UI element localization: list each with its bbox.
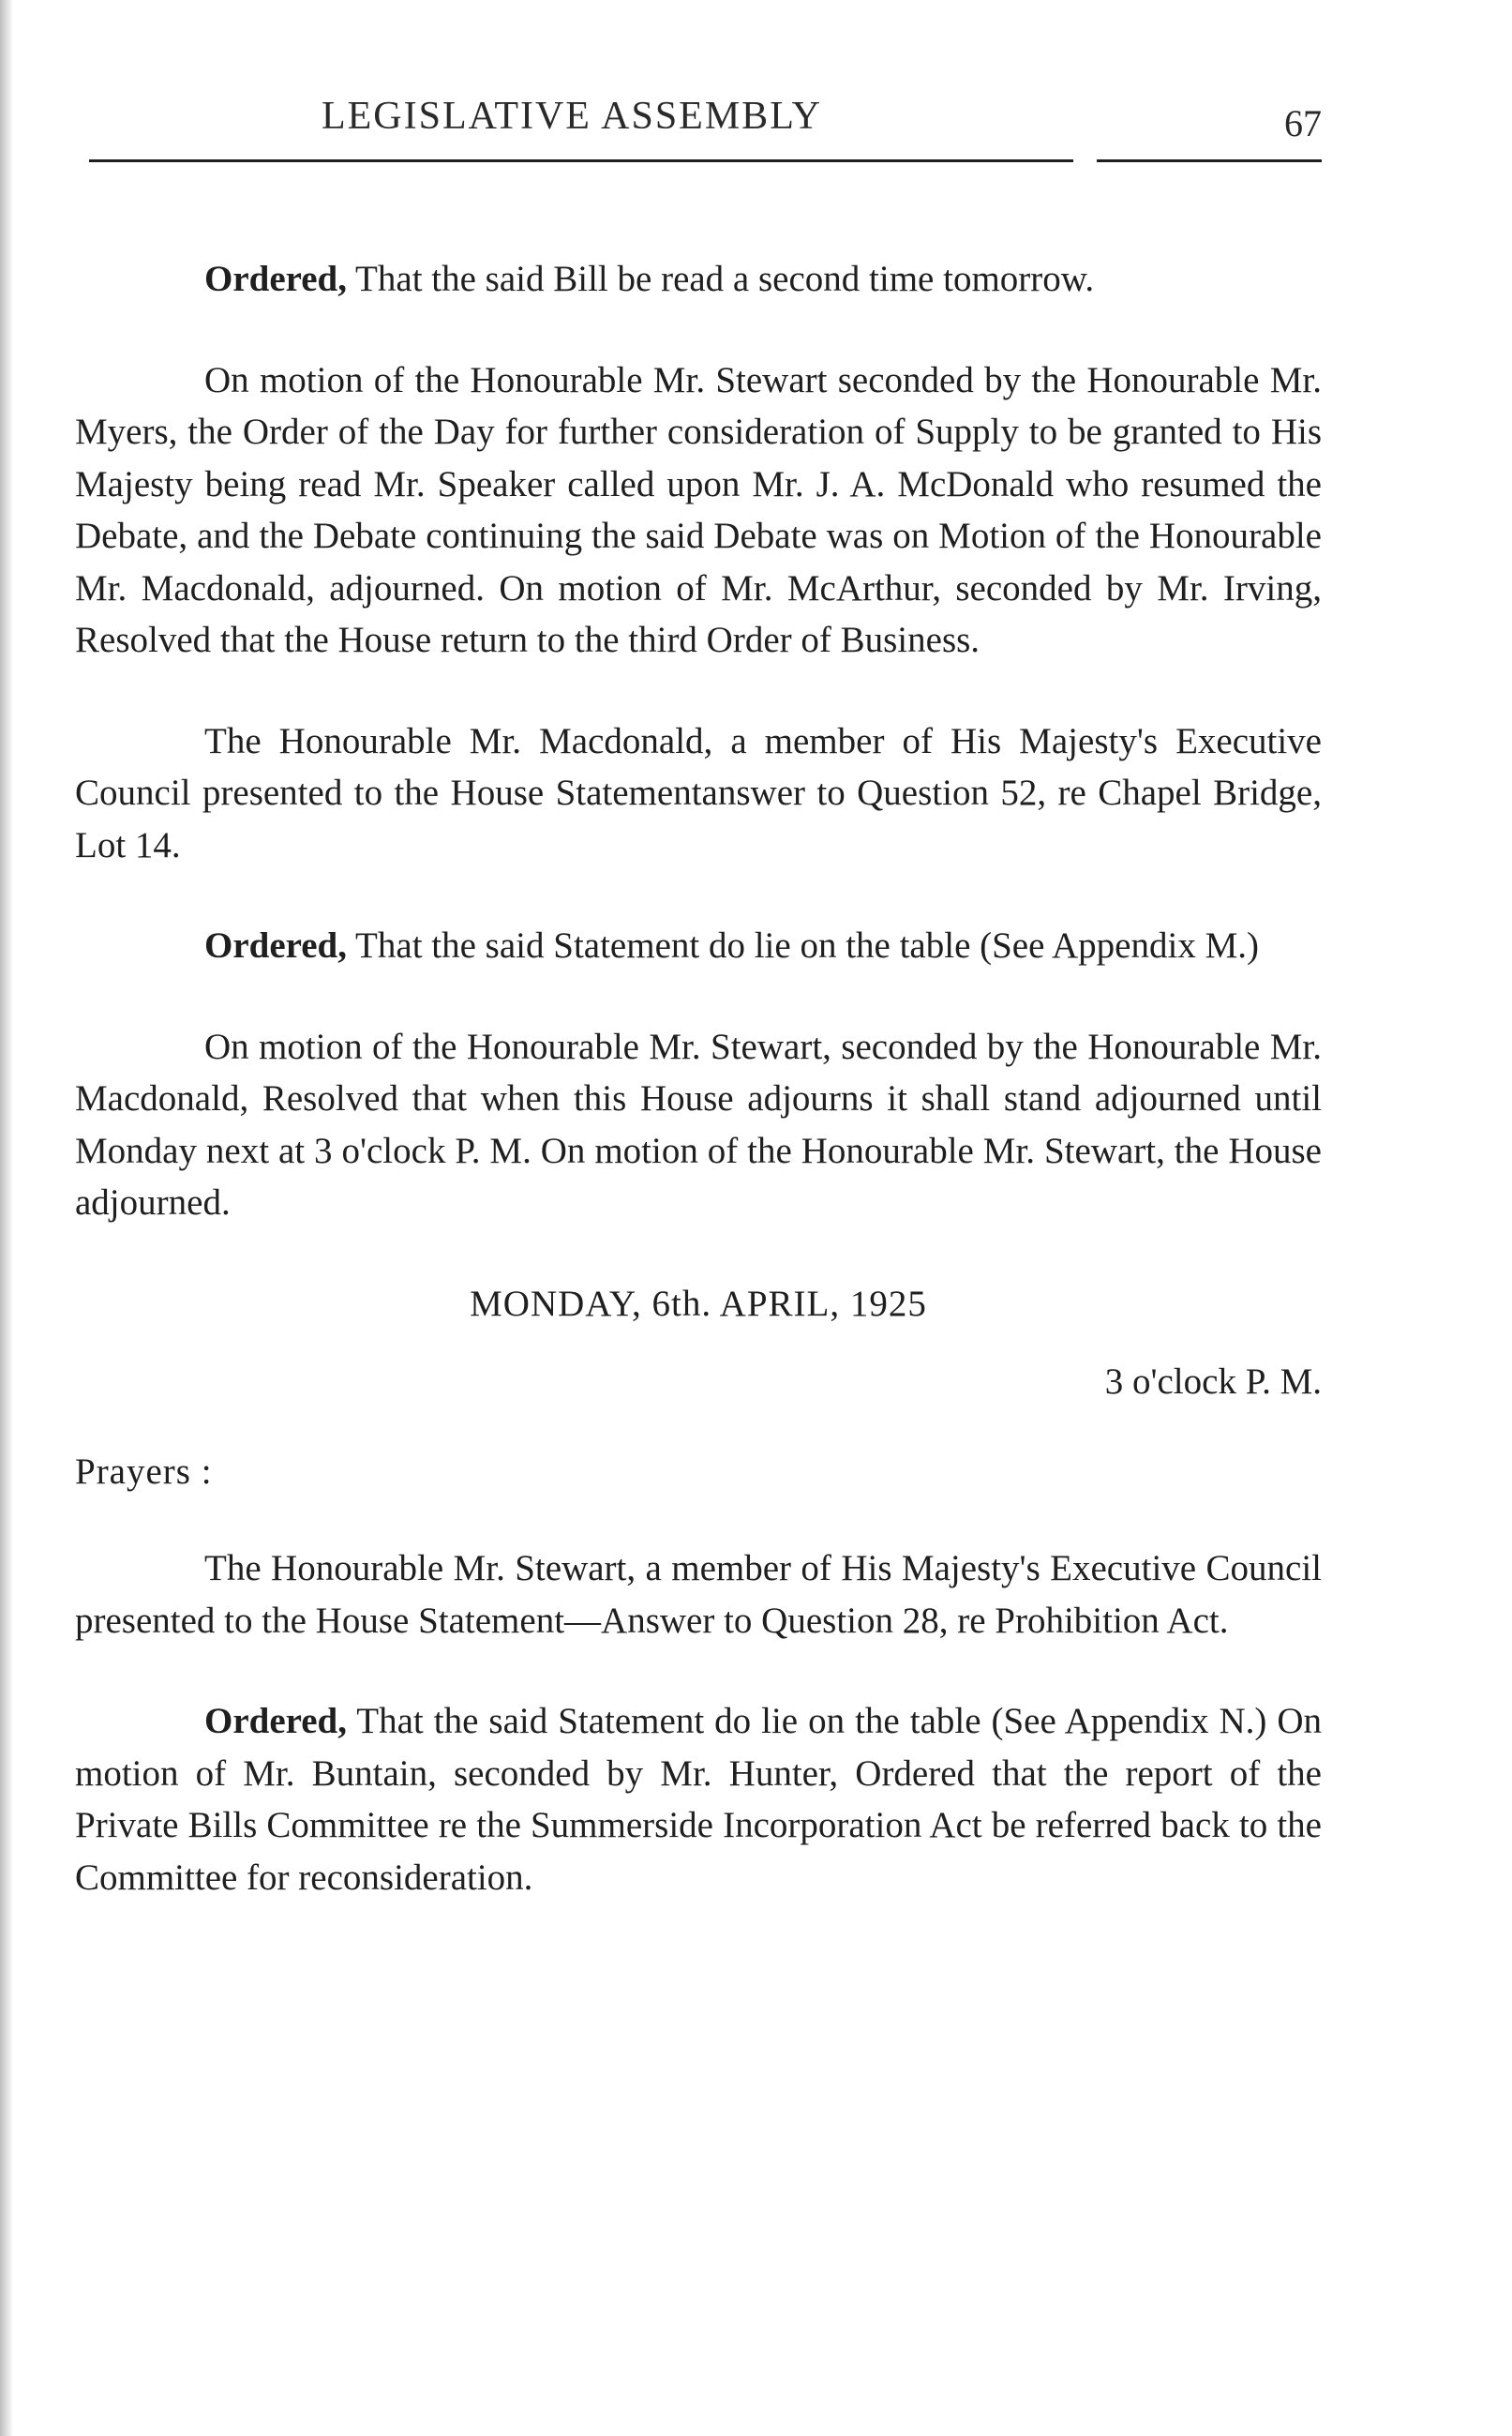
ordered-lead: Ordered, (204, 925, 348, 966)
paragraph-supply-motion: On motion of the Honourable Mr. Stewart seconded by the Honourable Mr. Myers, the Order of the Day for further consideration of Supply to be granted to His Majesty being read Mr. Speaker called upon Mr. J. A. McDonald who resumed the Debate, and the Debate continuing the said Debate was on Motion of the Honourable Mr. Macdonald, adjourned. On motion of Mr. McArthur, seconded by Mr. Irving, Resolved that the House return to the third Order of Business. (75, 359, 1322, 660)
paragraph-ordered-bill (75, 253, 1322, 306)
running-title: LEGISLATIVE ASSEMBLY (322, 95, 822, 138)
sitting-time: 3 o'clock P. M. (1104, 1361, 1322, 1402)
body-text (75, 253, 1322, 1952)
header-rule-left (89, 159, 1073, 162)
paragraph-adjournment: On motion of the Honourable Mr. Stewart, seconded by the Honourable Mr. Macdonald, Resolved that when this House adjourns it shall stand adjourned until Monday next at 3 o'clock P. M. On motion of the Honourable Mr. Stewart, the House adjourned. (75, 1026, 1322, 1223)
paragraph-text: That the said Bill be read a second time tomorrow. (347, 259, 1095, 299)
header-rule-right (1097, 159, 1322, 162)
ordered-lead: Ordered, (204, 259, 348, 299)
page-header (75, 94, 1322, 169)
paragraph-statement-prohibition: The Honourable Mr. Stewart, a member of His Majesty's Executive Council presented to the House Statement—Answer to Question 28, re Prohibition Act. (75, 1548, 1322, 1641)
paragraph-ordered-appendix-m (75, 920, 1322, 972)
paragraph-text: That the said Statement do lie on the table (See Appendix N.) On motion of Mr. Buntain, seconded by Mr. Hunter, Ordered that the report of the Private Bills Committee re the Summerside Incorporation Act be referred back to the Committee for reconsideration. (75, 1701, 1322, 1898)
ordered-lead: Ordered, (204, 1701, 348, 1741)
page-number: 67 (1284, 102, 1322, 144)
paragraph-text: That the said Statement do lie on the table (See Appendix M.) (347, 925, 1259, 966)
paragraph-statement-chapel-bridge: The Honourable Mr. Macdonald, a member of His Majesty's Executive Council presented to the House Statementanswer to Question 52, re Chapel Bridge, Lot 14. (75, 720, 1322, 865)
paragraph-ordered-appendix-n (75, 1695, 1322, 1903)
page-edge-shadow (0, 0, 13, 2436)
date-heading: MONDAY, 6th. APRIL, 1925 (470, 1283, 927, 1324)
prayers-label: Prayers : (75, 1451, 213, 1492)
